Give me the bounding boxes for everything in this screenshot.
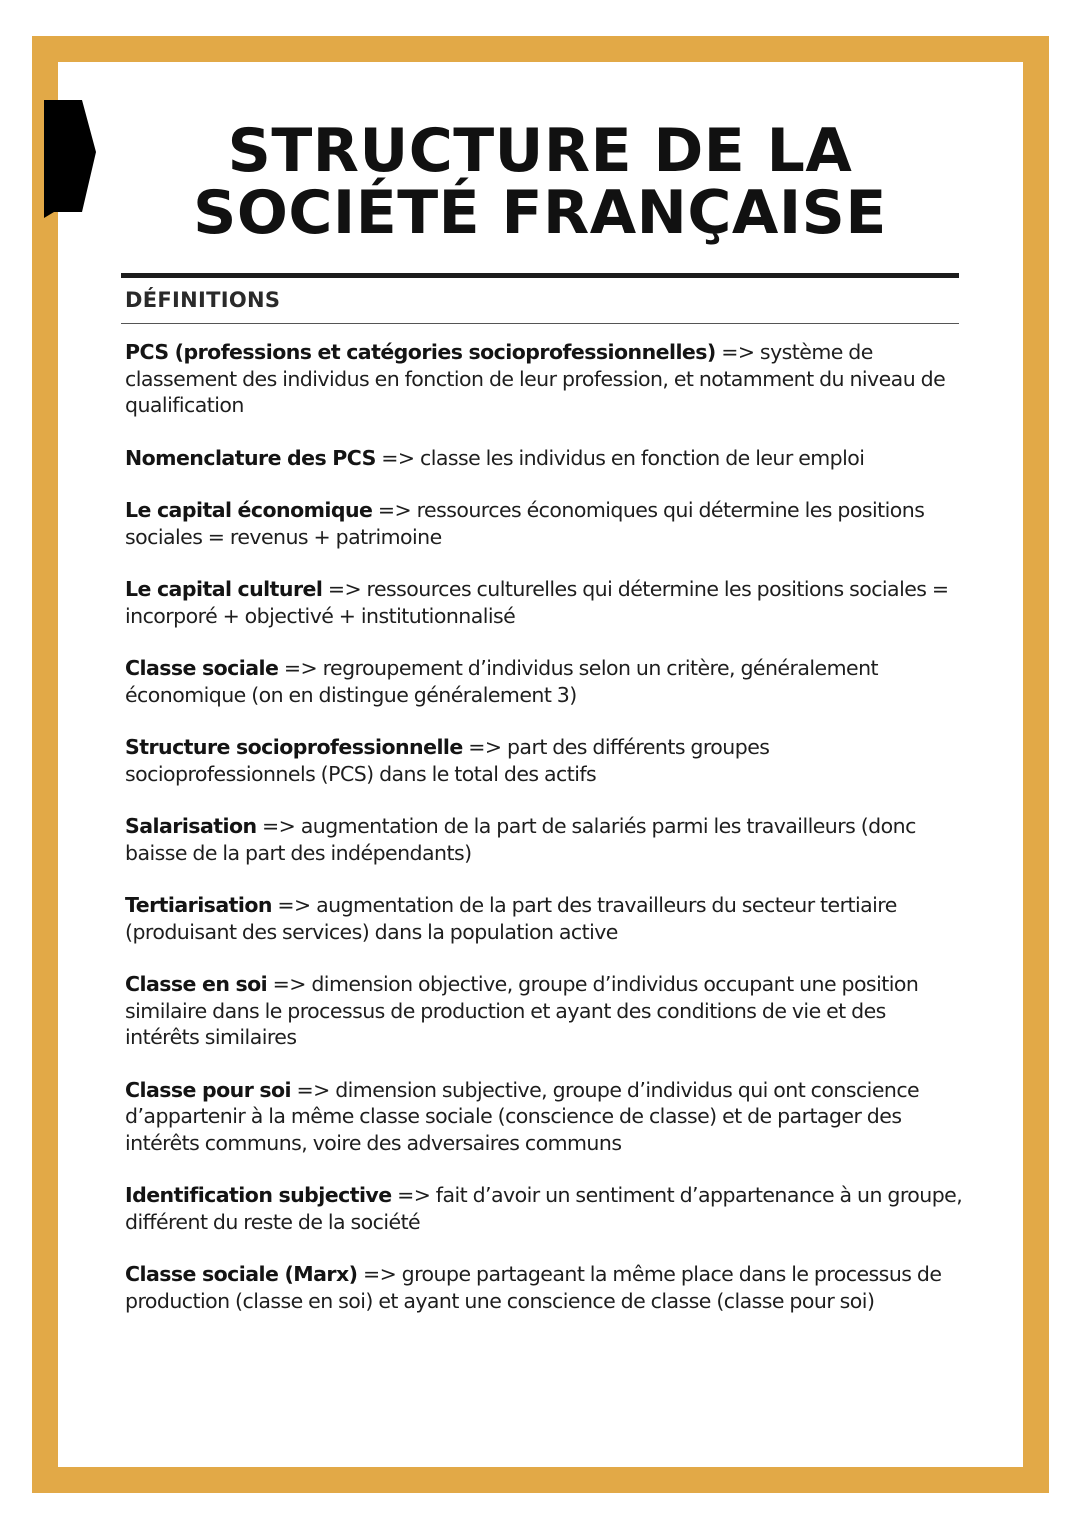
definition-text: => augmentation de la part des travailleurs du secteur tertiaire (produisant des services) dans la population active bbox=[125, 893, 897, 944]
definition-term: Tertiarisation bbox=[125, 893, 272, 917]
page-title bbox=[120, 116, 960, 248]
definition-item bbox=[125, 1182, 965, 1235]
definition-item bbox=[125, 576, 965, 629]
definition-text: => système de classement des individus en fonction de leur profession, et notamment du niveau de qualification bbox=[125, 340, 946, 417]
definition-term: Salarisation bbox=[125, 814, 257, 838]
definition-item bbox=[125, 1261, 965, 1314]
definition-item bbox=[125, 1077, 965, 1157]
definition-text: => regroupement d’individus selon un critère, généralement économique (on en distingue généralement 3) bbox=[125, 656, 879, 707]
definition-text: => groupe partageant la même place dans le processus de production (classe en soi) et ayant une conscience de classe (classe pour soi) bbox=[125, 1262, 942, 1313]
definition-item bbox=[125, 971, 965, 1051]
definition-text: => dimension subjective, groupe d’individus qui ont conscience d’appartenir à la même classe sociale (conscience de classe) et de partager des intérêts communs, voire des adversaires communs bbox=[125, 1077, 920, 1155]
definition-item bbox=[125, 339, 965, 419]
title-divider bbox=[121, 273, 959, 278]
definition-item bbox=[125, 734, 965, 787]
definition-item bbox=[125, 813, 965, 866]
section-divider bbox=[121, 323, 959, 324]
definition-text: => augmentation de la part de salariés parmi les travailleurs (donc baisse de la part des indépendants) bbox=[125, 814, 916, 865]
page-title-line-1: STRUCTURE DE LA bbox=[227, 116, 853, 186]
definition-text: => dimension objective, groupe d’individus occupant une position similaire dans le processus de production et ayant des conditions de vie et des intérêts similaires bbox=[125, 972, 919, 1049]
page-title-line-2: SOCIÉTÉ FRANÇAISE bbox=[193, 178, 887, 248]
definition-text: => ressources culturelles qui détermine les positions sociales = incorporé + objectivé + institutionnalisé bbox=[125, 577, 949, 628]
definition-term: Classe sociale bbox=[125, 656, 279, 680]
definition-item bbox=[125, 445, 965, 472]
definition-item bbox=[125, 892, 965, 945]
definition-term: Identification subjective bbox=[125, 1183, 392, 1207]
definition-term: Le capital économique bbox=[125, 498, 373, 522]
definitions-list bbox=[125, 339, 965, 1340]
definition-text: => ressources économiques qui détermine les positions sociales = revenus + patrimoine bbox=[125, 498, 925, 549]
definition-term: Classe sociale (Marx) bbox=[125, 1262, 358, 1286]
definition-text: => classe les individus en fonction de leur emploi bbox=[375, 445, 865, 470]
definition-item bbox=[125, 497, 965, 550]
definition-item bbox=[125, 655, 965, 708]
definition-text: => fait d’avoir un sentiment d’appartenance à un groupe, différent du reste de la société bbox=[125, 1183, 963, 1234]
section-heading: DÉFINITIONS bbox=[125, 288, 281, 312]
definition-term: Le capital culturel bbox=[125, 577, 323, 601]
tab-marker-icon bbox=[44, 100, 96, 218]
definition-text: => part des différents groupes socioprofessionnels (PCS) dans le total des actifs bbox=[125, 735, 770, 786]
definition-term: Classe en soi bbox=[125, 972, 268, 996]
definition-term: Classe pour soi bbox=[125, 1077, 292, 1102]
definition-term: Nomenclature des PCS bbox=[125, 445, 376, 470]
definition-term: PCS (professions et catégories socioprofessionnelles) bbox=[125, 340, 716, 364]
definition-term: Structure socioprofessionnelle bbox=[125, 735, 463, 759]
